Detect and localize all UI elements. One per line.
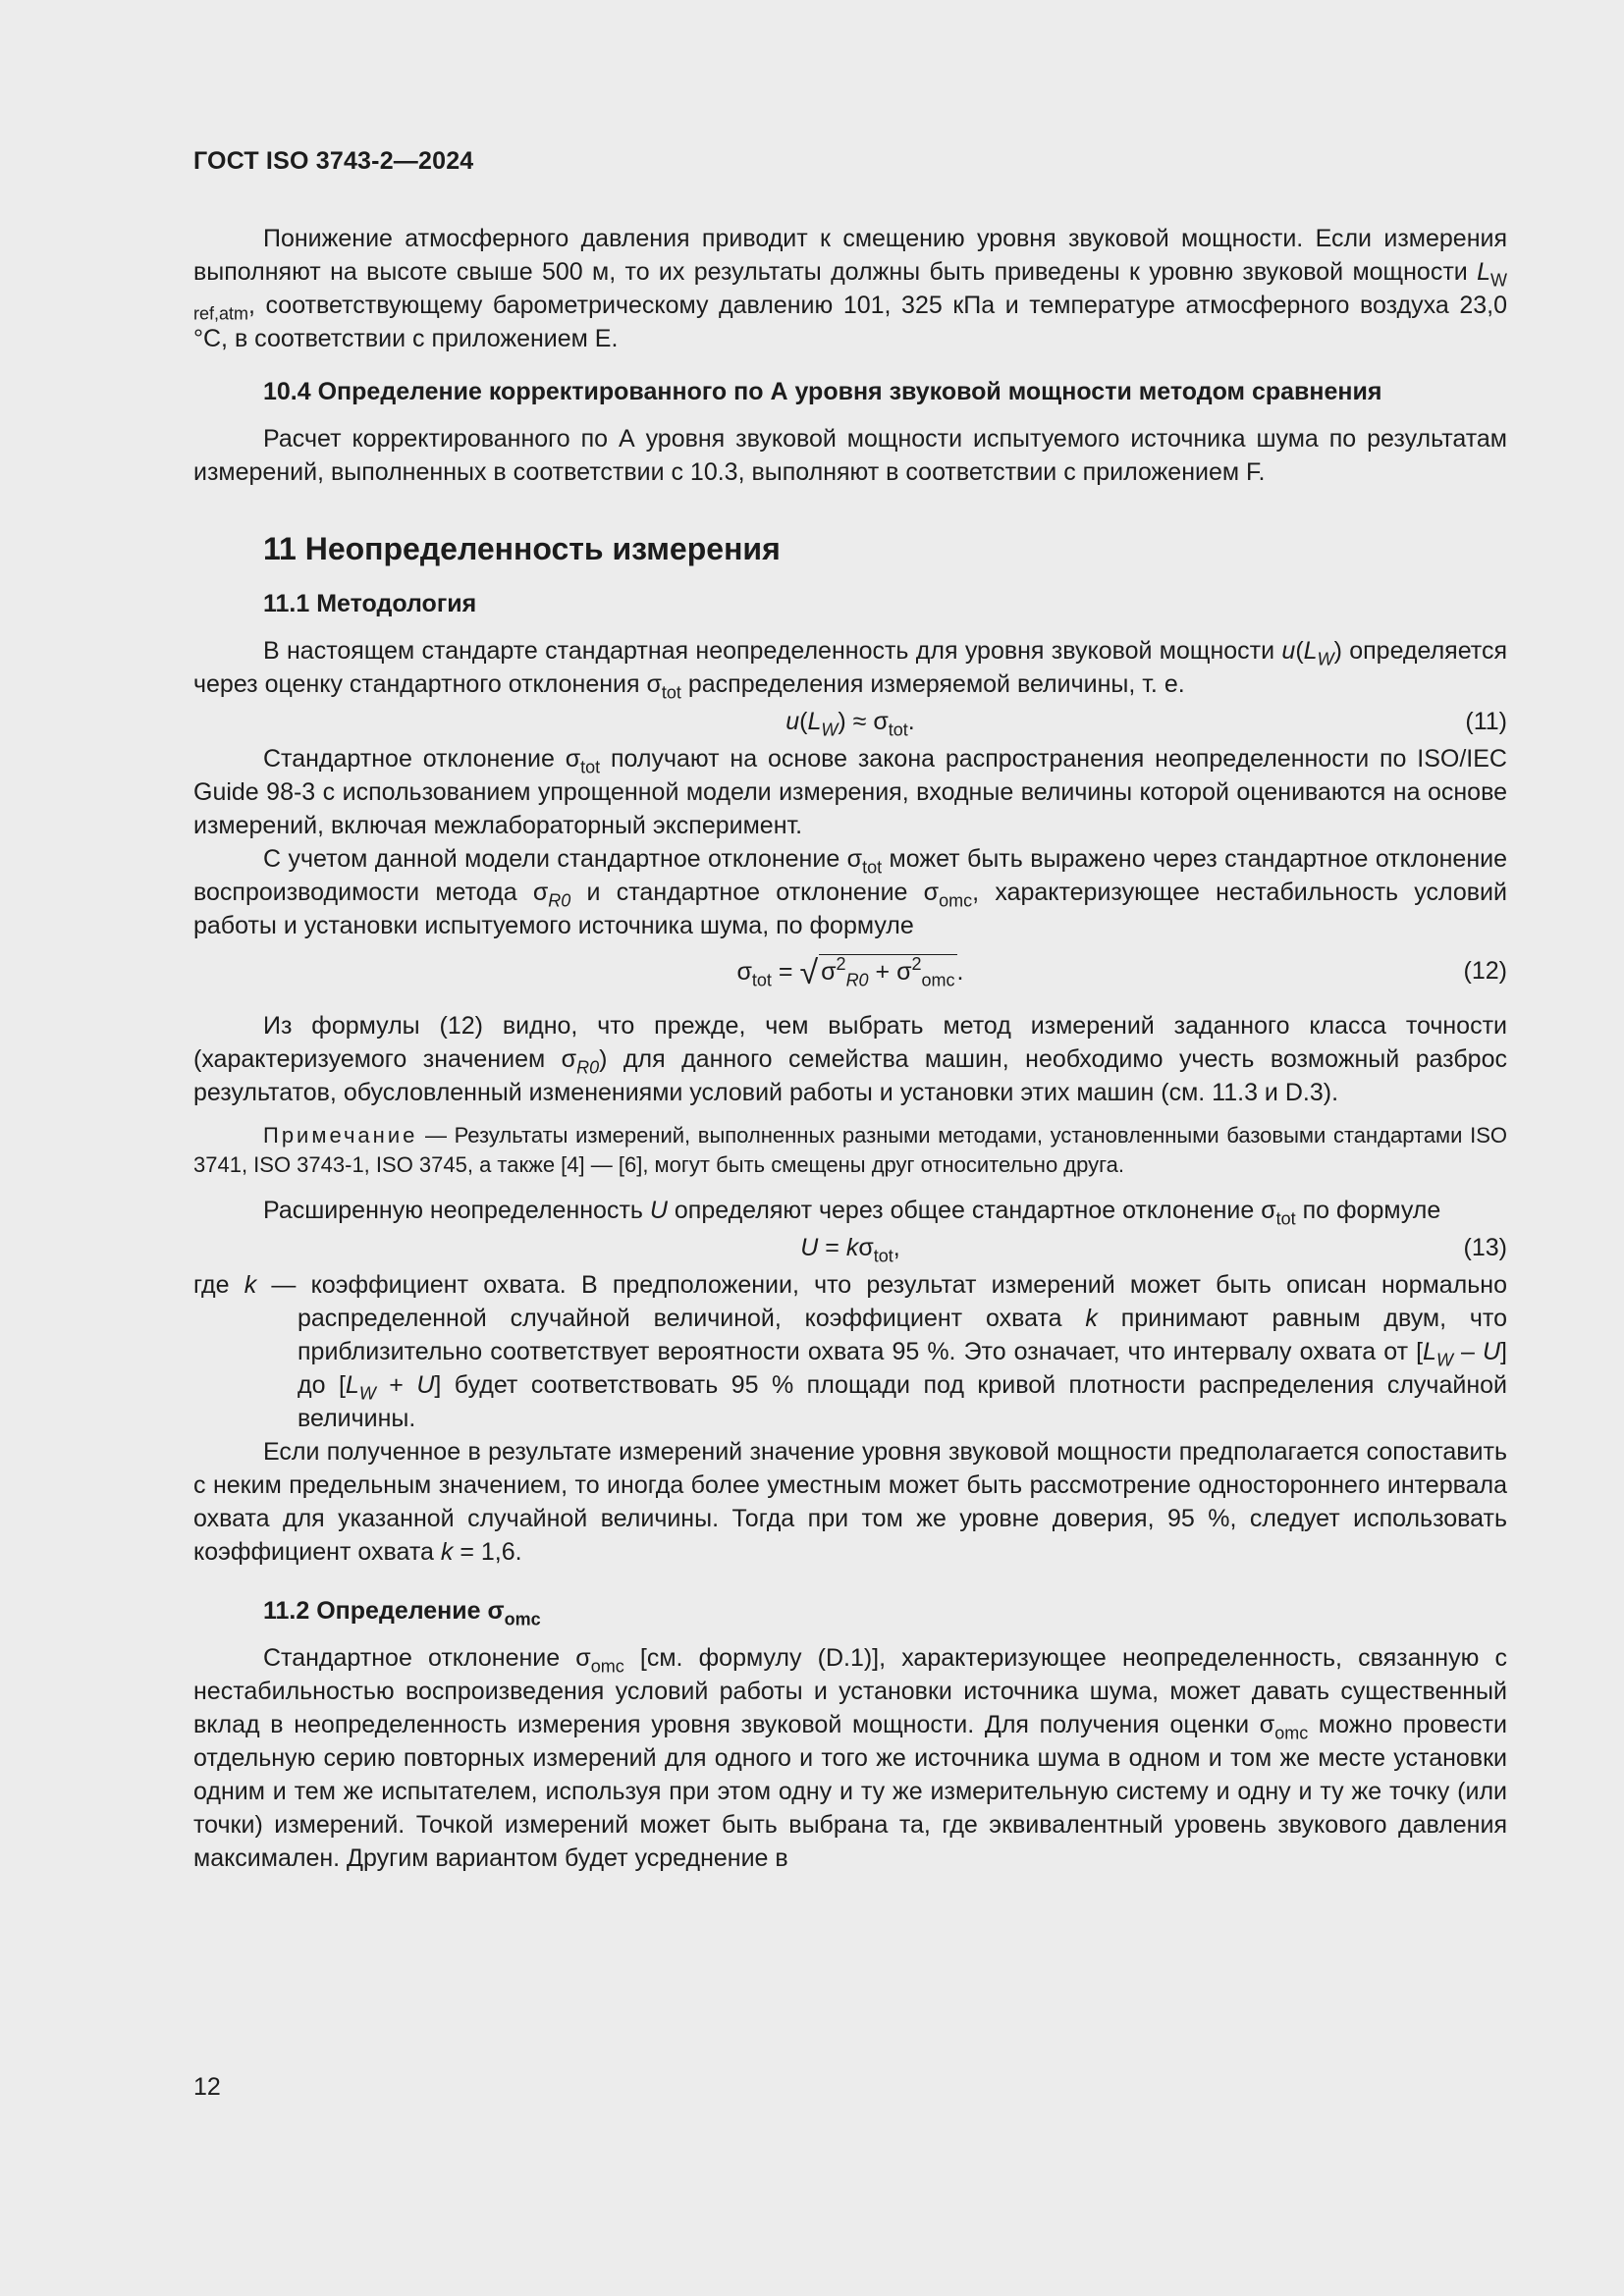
section-11-1-heading: 11.1 Методология [263, 590, 477, 617]
equation-12-formula: $\sigma_{tot}$ = √ $\sigma^2_{R0} + \sigma^2_{omc}$. [736, 954, 964, 991]
section-11-heading: 11 Неопределенность измерения [263, 531, 781, 566]
section-11-2-heading: 11.2 Определение $\sigma_{omc}$ [263, 1597, 541, 1629]
paragraph-one-sided-interval: Если полученное в результате измерений значение уровня звуковой мощности предполагается сопоставить с неким предельным значением, то иногда более уместным может быть рассмотрение одностороннего интервала охвата для указанной случайной величины. Тогда при том же уровне доверия, 95 %, следует использовать коэффициент охвата k = 1,6. [193, 1438, 1507, 1566]
section-10-4-heading: 10.4 Определение корректированного по А уровня звуковой мощности методом сравнения [263, 378, 1382, 405]
where-clause: где k — коэффициент охвата. В предположении, что результат измерений может быть описан нормально распределенной случайной величиной, коэффициент охвата k принимают равным двум, что приблизительно соответствует вероятности охвата 95 %. Это означает, что интервалу охвата от $[L_W - U]$ до $[L_W + U]$ будет соответствовать 95 % площади под кривой плотности распределения случайной величины. [193, 1271, 1508, 1432]
document-header: ГОСТ ISO 3743-2—2024 [193, 147, 474, 175]
paragraph-expanded-uncertainty: Расширенную неопределенность U определяют через общее стандартное отклонение $\sigma_{tot}$ по формуле [263, 1197, 1441, 1229]
note-label: Примечание [263, 1123, 418, 1148]
section-10-4-text: Расчет корректированного по А уровня звуковой мощности испытуемого источника шума по результатам измерений, выполненных в соответствии с 10.3, выполняют в соответствии с приложением F. [193, 425, 1507, 486]
equation-12-number: (12) [1463, 957, 1507, 985]
paragraph-atmospheric-pressure: Понижение атмосферного давления приводит к смещению уровня звуковой мощности. Если измерения выполняют на высоте свыше 500 м, то их результаты должны быть приведены к уровню звуковой мощности $L_{W ref,atm}$, соответствующему барометрическому давлению 101, 325 кПа и температуре атмосферного воздуха 23,0 °С, в соответствии с приложением Е. [193, 225, 1507, 352]
equation-11 [193, 705, 1507, 738]
paragraph-methodology: В настоящем стандарте стандартная неопределенность для уровня звуковой мощности $u(L_W)$ определяется через оценку стандартного отклонения $\sigma_{tot}$ распределения измеряемой величины, т. е. [193, 637, 1507, 703]
paragraph-sigma-tot: Стандартное отклонение $\sigma_{tot}$ получают на основе закона распространения неопределенности по ISO/IEC Guide 98-3 с использованием упрощенной модели измерения, входные величины которой оцениваются на основе измерений, включая межлабораторный эксперимент. [193, 745, 1507, 839]
document-body [193, 222, 1507, 1875]
equation-13-number: (13) [1463, 1234, 1507, 1261]
sqrt-symbol: √ [799, 954, 819, 991]
note: Примечание — Результаты измерений, выполненных разными методами, установленными базовыми стандартами ISO 3741, ISO 3743-1, ISO 3745, а также [4] — [6], могут быть смещены друг относительно друга. [193, 1123, 1507, 1177]
equation-11-formula: $u(L_W) \approx \sigma_{tot}$. [785, 708, 915, 740]
paragraph-sigma-omc: Стандартное отклонение $\sigma_{omc}$ [см. формулу (D.1)], характеризующее неопределенность, связанную с нестабильностью воспроизведения условий работы и установки источника шума, может давать существенный вклад в неопределенность измерения уровня звуковой мощности. Для получения оценки $\sigma_{omc}$ можно провести отдельную серию повторных измерений для одного и того же источника шума в одном и том же месте установки одним и тем же испытателем, используя при этом одну и ту же измерительную систему и одну и ту же точку (или точки) измерений. Точкой измерений может быть выбрана та, где эквивалентный уровень звукового давления максимален. Другим вариантом будет усреднение в [193, 1644, 1507, 1872]
equation-11-number: (11) [1465, 708, 1507, 735]
page-number: 12 [193, 2073, 221, 2101]
equation-12 [193, 946, 1507, 995]
equation-13-formula: $U = k\sigma_{tot}$, [800, 1234, 900, 1266]
paragraph-model: С учетом данной модели стандартное отклонение $\sigma_{tot}$ может быть выражено через стандартное отклонение воспроизводимости метода $\sigma_{R0}$ и стандартное отклонение $\sigma_{omc}$, характеризующее нестабильность условий работы и установки испытуемого источника шума, по формуле [193, 845, 1507, 939]
paragraph-formula-12-discussion: Из формулы (12) видно, что прежде, чем выбрать метод измерений заданного класса точности (характеризуемого значением $\sigma_{R0}$) для данного семейства машин, необходимо учесть возможный разброс результатов, обусловленный изменениями условий работы и установки этих машин (см. 11.3 и D.3). [193, 1012, 1507, 1106]
equation-13 [193, 1231, 1507, 1264]
